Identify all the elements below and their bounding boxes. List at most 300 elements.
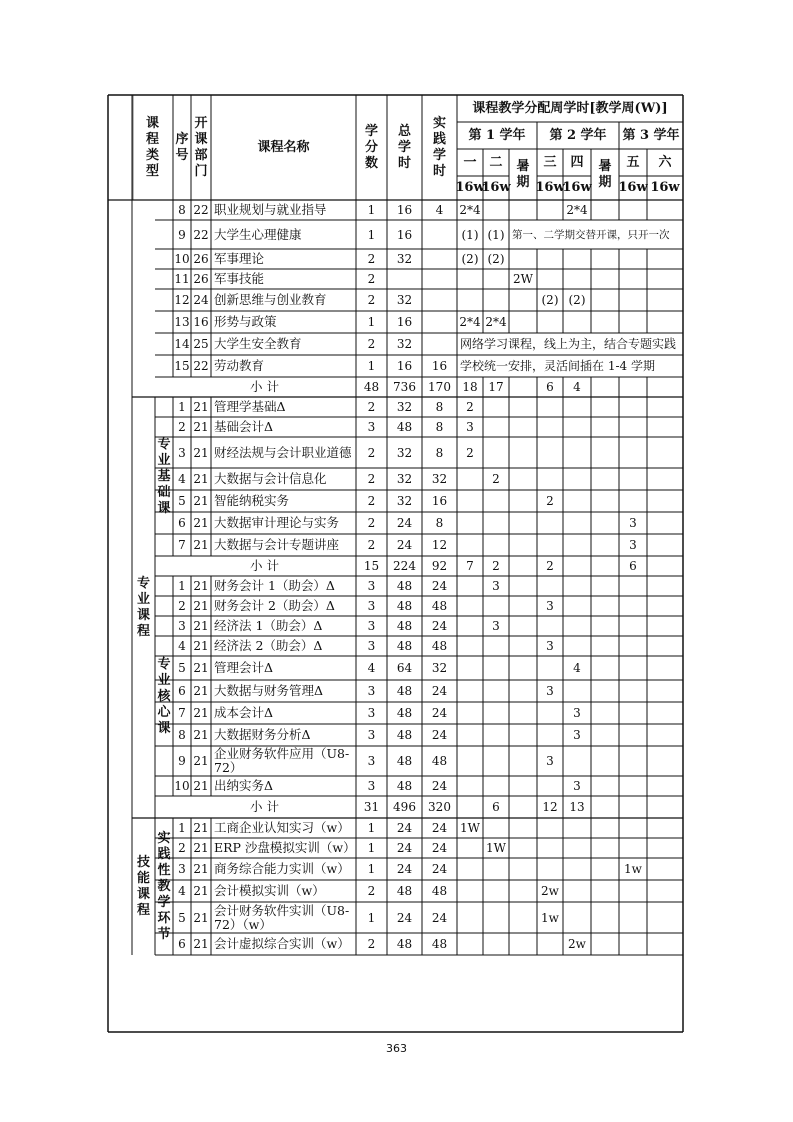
term-cell: [563, 818, 591, 838]
total-hours-cell: [387, 269, 422, 289]
credits-cell: 3: [367, 579, 376, 593]
subtotal-value: 31: [363, 800, 380, 814]
term-cell: [483, 880, 509, 902]
course-name: 出纳实务Δ: [214, 778, 274, 793]
subtotal-value: 2: [492, 559, 500, 573]
seq-cell: 5: [178, 910, 186, 925]
dept-cell: 22: [193, 227, 209, 242]
term-cell: [647, 468, 683, 490]
seq-cell: 10: [174, 252, 190, 266]
week-header: 16w: [650, 180, 680, 195]
term-cell: [619, 838, 647, 858]
term-cell: [509, 616, 537, 636]
term-cell: [457, 902, 483, 933]
course-name: 大数据与会计专题讲座: [214, 537, 340, 552]
term-cell: [537, 576, 563, 596]
term-cell: [509, 880, 537, 902]
subtotal-value: 18: [462, 380, 478, 394]
total-hours-cell: 24: [396, 538, 413, 552]
seq-cell: 4: [178, 472, 186, 486]
course-schedule-table: [108, 95, 683, 1032]
credits-cell: 1: [367, 821, 376, 835]
seq-cell: 8: [178, 203, 186, 217]
term-cell: [591, 200, 619, 220]
total-hours-cell: 32: [396, 293, 413, 307]
term-header: 三: [543, 154, 557, 170]
credits-cell: 4: [367, 661, 376, 675]
credits-cell: 2: [367, 293, 376, 307]
term-cell: [591, 880, 619, 902]
term-cell: [619, 680, 647, 702]
subtotal-label: 小 计: [250, 799, 279, 814]
total-hours-cell: 32: [396, 337, 413, 351]
term-cell: [619, 490, 647, 512]
term-cell: [483, 397, 509, 417]
subtotal-value: [647, 556, 683, 576]
subtotal-value: [509, 796, 537, 818]
seq-cell: 9: [178, 227, 186, 242]
term-cell: [483, 902, 509, 933]
term-cell: [537, 933, 563, 955]
credits-cell: 3: [367, 619, 376, 633]
term-cell: 2*4: [459, 315, 481, 329]
term-cell: [619, 933, 647, 955]
term-cell: [457, 858, 483, 880]
term-cell: [457, 724, 483, 746]
course-name: 会计财务软件实训（U8-72）（w）: [214, 902, 350, 932]
group-label-skills: 技 能 课 程: [136, 854, 150, 918]
term-cell: [563, 311, 591, 333]
seq-cell: 11: [174, 272, 190, 286]
term-cell: [483, 636, 509, 656]
seq-cell: 4: [178, 639, 186, 653]
page-number: 363: [386, 1042, 407, 1055]
term-cell: [591, 818, 619, 838]
subtotal-value: 2: [546, 559, 554, 573]
practice-hours-cell: [422, 289, 457, 311]
term-cell: [647, 311, 683, 333]
dept-cell: 21: [193, 538, 209, 552]
dept-cell: 21: [193, 884, 209, 898]
dept-cell: 21: [193, 420, 209, 434]
term-cell: [647, 636, 683, 656]
total-hours-cell: 24: [396, 862, 413, 876]
group-label-practice: 实 践 性 教 学 环 节: [157, 830, 171, 942]
term-cell: [483, 289, 509, 311]
credits-cell: 1: [367, 315, 376, 329]
term-cell: [509, 656, 537, 680]
year-header: 第 1 学年: [468, 127, 526, 143]
seq-cell: 4: [178, 884, 186, 898]
total-hours-cell: 16: [396, 227, 413, 242]
total-hours-cell: 24: [396, 516, 413, 530]
credits-cell: 3: [367, 639, 376, 653]
dept-cell: 21: [193, 494, 209, 508]
term-cell: [591, 534, 619, 556]
term-cell: [457, 702, 483, 724]
term-cell: [563, 437, 591, 468]
course-name: 企业财务软件应用（U8-72）: [214, 746, 350, 775]
subtotal-value: [563, 556, 591, 576]
dept-cell: 21: [193, 619, 209, 633]
term-cell: [509, 311, 537, 333]
term-cell: [591, 680, 619, 702]
course-name: 管理会计Δ: [214, 660, 274, 675]
term-cell: [647, 902, 683, 933]
term-cell: 3: [466, 420, 474, 434]
term-cell: [509, 534, 537, 556]
term-cell: [457, 838, 483, 858]
term-cell: [537, 818, 563, 838]
term-cell: [563, 858, 591, 880]
term-cell: [591, 858, 619, 880]
course-name: 商务综合能力实训（w）: [214, 861, 350, 876]
term-cell: [647, 490, 683, 512]
term-cell: [647, 269, 683, 289]
term-cell: [619, 656, 647, 680]
total-hours-cell: 48: [396, 706, 413, 720]
term-cell: [509, 776, 537, 796]
course-name: 大学生安全教育: [214, 336, 302, 351]
term-cell: [591, 656, 619, 680]
group-label-professional: 专 业 课 程: [136, 575, 150, 639]
term-cell: [509, 933, 537, 955]
term-cell: [509, 680, 537, 702]
term-cell: [563, 680, 591, 702]
course-name: 成本会计Δ: [214, 705, 274, 720]
term-cell: [537, 437, 563, 468]
term-cell: [537, 776, 563, 796]
term-cell: 2w: [541, 884, 559, 898]
dept-cell: 25: [193, 337, 209, 351]
seq-cell: 7: [178, 706, 186, 720]
term-cell: [509, 397, 537, 417]
term-cell: [563, 880, 591, 902]
term-cell: [647, 289, 683, 311]
term-cell: [509, 437, 537, 468]
course-name: 职业规划与就业指导: [214, 202, 327, 217]
term-cell: [647, 534, 683, 556]
term-cell: [483, 512, 509, 534]
dept-cell: 21: [193, 599, 209, 613]
seq-cell: 8: [178, 728, 186, 742]
term-cell: [457, 746, 483, 776]
credits-cell: 2: [367, 400, 376, 414]
term-cell: [563, 596, 591, 616]
dept-cell: 21: [193, 579, 209, 593]
term-cell: [537, 534, 563, 556]
total-hours-header: 总 学 时: [397, 123, 411, 171]
term-cell: [647, 596, 683, 616]
term-cell: [483, 680, 509, 702]
credits-cell: 3: [367, 779, 376, 793]
seq-cell: 1: [178, 400, 186, 414]
seq-cell: 1: [178, 579, 186, 593]
term-cell: [619, 636, 647, 656]
course-name: 形势与政策: [214, 314, 277, 329]
term-cell: [647, 417, 683, 437]
subtotal-value: 7: [466, 559, 474, 573]
term-cell: [619, 596, 647, 616]
term-cell: [509, 838, 537, 858]
seq-cell: 5: [178, 661, 186, 675]
subtotal-value: 6: [492, 800, 500, 814]
practice-hours-cell: 4: [435, 203, 444, 217]
seq-cell: 15: [174, 359, 190, 373]
term-cell: [647, 702, 683, 724]
term-cell: 3: [573, 779, 581, 793]
dept-cell: 21: [193, 754, 209, 768]
course-name: 大数据财务分析Δ: [214, 727, 311, 742]
term-cell: (2): [487, 252, 505, 266]
term-cell: [483, 417, 509, 437]
dept-cell: 21: [193, 779, 209, 793]
practice-hours-cell: 24: [431, 910, 448, 925]
term-cell: [619, 311, 647, 333]
course-name-header: 课程名称: [257, 139, 310, 155]
term-cell: [457, 636, 483, 656]
term-cell: 3: [629, 538, 637, 552]
term-cell: [591, 616, 619, 636]
term-cell: [537, 397, 563, 417]
subtotal-value: [619, 377, 647, 397]
term-cell: [457, 289, 483, 311]
course-name: 会计模拟实训（w）: [214, 883, 325, 898]
term-cell: [619, 417, 647, 437]
term-cell: [483, 746, 509, 776]
term-cell: [457, 880, 483, 902]
dept-cell: 21: [193, 516, 209, 530]
practice-hours-cell: 24: [431, 841, 448, 855]
term-cell: 3: [546, 599, 554, 613]
term-cell: [509, 468, 537, 490]
term-cell: 3: [573, 706, 581, 720]
practice-hours-cell: 16: [431, 359, 448, 373]
term-cell: [509, 417, 537, 437]
practice-hours-cell: [422, 220, 457, 249]
term-cell: [563, 636, 591, 656]
year-header: 第 3 学年: [622, 127, 680, 143]
total-hours-cell: 48: [396, 579, 413, 593]
schedule-note: 第一、二学期交替开课，只开一次: [512, 228, 670, 241]
term-cell: [619, 468, 647, 490]
term-cell: 1w: [624, 862, 642, 876]
credits-cell: 1: [367, 841, 376, 855]
dept-cell: 21: [193, 472, 209, 486]
credits-cell: 2: [367, 252, 376, 266]
seq-cell: 6: [178, 516, 186, 530]
seq-cell: 1: [178, 821, 186, 835]
term-cell: (2): [461, 252, 479, 266]
group-label-foundation: 专 业 基 础 课: [157, 436, 171, 516]
term-cell: [483, 724, 509, 746]
term-cell: [647, 512, 683, 534]
term-cell: 2W: [513, 272, 533, 286]
seq-cell: 7: [178, 538, 186, 552]
term-cell: [619, 880, 647, 902]
practice-hours-cell: 24: [431, 821, 448, 835]
dept-cell: 21: [193, 821, 209, 835]
term-header: 暑 期: [598, 158, 612, 190]
term-cell: [563, 397, 591, 417]
credits-cell: 2: [367, 272, 376, 286]
term-cell: [537, 656, 563, 680]
total-hours-cell: 48: [396, 754, 413, 768]
term-cell: [591, 776, 619, 796]
term-cell: [537, 269, 563, 289]
seq-cell: 3: [178, 862, 186, 876]
subtotal-value: 92: [431, 559, 448, 573]
total-hours-cell: 48: [396, 728, 413, 742]
subtotal-label: 小 计: [250, 379, 279, 394]
term-cell: [591, 249, 619, 269]
term-cell: 2w: [568, 937, 586, 951]
dept-cell: 22: [193, 359, 209, 373]
practice-hours-cell: 24: [431, 579, 448, 593]
term-cell: [483, 933, 509, 955]
dept-cell: 21: [193, 706, 209, 720]
subtotal-value: [591, 377, 619, 397]
term-cell: 1w: [541, 910, 559, 925]
course-name: ERP 沙盘模拟实训（w）: [214, 840, 356, 855]
term-cell: [591, 311, 619, 333]
subtotal-value: 6: [546, 380, 554, 394]
term-cell: [619, 576, 647, 596]
term-cell: [537, 616, 563, 636]
seq-cell: 5: [178, 494, 186, 508]
dept-cell: 21: [193, 639, 209, 653]
total-hours-cell: 32: [396, 445, 413, 460]
term-cell: [563, 534, 591, 556]
term-cell: [457, 596, 483, 616]
term-cell: [537, 200, 563, 220]
term-cell: [509, 289, 537, 311]
practice-hours-cell: 8: [435, 445, 444, 460]
dept-cell: 26: [193, 272, 209, 286]
credits-header: 学 分 数: [364, 123, 378, 171]
subtotal-value: 170: [428, 380, 451, 394]
subtotal-value: 320: [428, 800, 451, 814]
term-cell: [647, 616, 683, 636]
practice-hours-cell: [422, 249, 457, 269]
term-cell: 2: [492, 472, 500, 486]
term-cell: [591, 746, 619, 776]
term-cell: [619, 397, 647, 417]
dept-cell: 21: [193, 937, 209, 951]
course-name: 大数据与会计信息化: [214, 471, 327, 486]
course-name: 大学生心理健康: [214, 226, 302, 242]
seq-cell: 2: [178, 420, 186, 434]
course-name: 经济法 1（助会）Δ: [214, 618, 323, 633]
total-hours-cell: 48: [396, 599, 413, 613]
term-cell: 1W: [460, 821, 480, 835]
course-type-header: 课 程 类 型: [145, 115, 159, 179]
term-cell: [563, 616, 591, 636]
term-cell: (2): [541, 293, 559, 307]
credits-cell: 1: [367, 910, 376, 925]
term-cell: (1): [487, 227, 505, 242]
term-cell: [457, 512, 483, 534]
term-cell: [647, 200, 683, 220]
seq-cell: 6: [178, 937, 186, 951]
term-cell: [457, 534, 483, 556]
seq-cell: 3: [178, 445, 186, 460]
term-cell: [563, 576, 591, 596]
term-cell: [563, 468, 591, 490]
subtotal-value: 6: [629, 559, 637, 573]
term-cell: [457, 680, 483, 702]
term-cell: [619, 616, 647, 636]
course-name: 创新思维与创业教育: [214, 292, 327, 307]
term-cell: 3: [629, 516, 637, 530]
subtotal-value: 12: [542, 800, 558, 814]
term-cell: [591, 468, 619, 490]
subtotal-label: 小 计: [250, 558, 279, 573]
dept-cell: 22: [193, 203, 209, 217]
practice-hours-cell: 48: [431, 884, 448, 898]
credits-cell: 2: [367, 937, 376, 951]
term-cell: [647, 880, 683, 902]
term-cell: [647, 858, 683, 880]
subtotal-value: 224: [393, 559, 416, 573]
total-hours-cell: 48: [396, 639, 413, 653]
week-header: 16w: [535, 180, 565, 195]
total-hours-cell: 16: [396, 315, 413, 329]
term-cell: [647, 437, 683, 468]
subtotal-value: 496: [393, 800, 416, 814]
term-cell: [483, 656, 509, 680]
total-hours-cell: 64: [396, 661, 413, 675]
term-cell: [509, 249, 537, 269]
term-cell: [563, 838, 591, 858]
course-name: 基础会计Δ: [214, 419, 274, 434]
term-cell: [509, 702, 537, 724]
term-cell: [591, 490, 619, 512]
seq-cell: 3: [178, 619, 186, 633]
practice-hours-cell: 8: [435, 516, 444, 530]
term-cell: [591, 902, 619, 933]
term-cell: [483, 200, 509, 220]
practice-hours-cell: 48: [431, 639, 448, 653]
term-cell: [457, 468, 483, 490]
term-cell: 2*4: [485, 315, 507, 329]
dept-cell: 21: [193, 661, 209, 675]
seq-cell: 6: [178, 684, 186, 698]
total-hours-cell: 48: [396, 420, 413, 434]
schedule-note: 学校统一安排，灵活间插在 1-4 学期: [460, 359, 655, 373]
week-header: 16w: [455, 180, 485, 195]
dept-cell: 21: [193, 400, 209, 414]
total-hours-cell: 32: [396, 472, 413, 486]
week-header: 16w: [618, 180, 648, 195]
course-name: 会计虚拟综合实训（w）: [214, 936, 350, 951]
credits-cell: 3: [367, 728, 376, 742]
term-cell: [647, 724, 683, 746]
term-cell: [509, 818, 537, 838]
seq-header: 序 号: [175, 131, 189, 163]
year-header: 第 2 学年: [549, 127, 607, 143]
term-cell: [537, 249, 563, 269]
credits-cell: 1: [367, 359, 376, 373]
term-cell: [537, 838, 563, 858]
seq-cell: 12: [174, 293, 190, 307]
term-cell: 2: [546, 494, 554, 508]
term-header: 六: [658, 154, 672, 170]
term-cell: [509, 512, 537, 534]
term-cell: [647, 249, 683, 269]
total-hours-cell: 48: [396, 619, 413, 633]
credits-cell: 3: [367, 420, 376, 434]
